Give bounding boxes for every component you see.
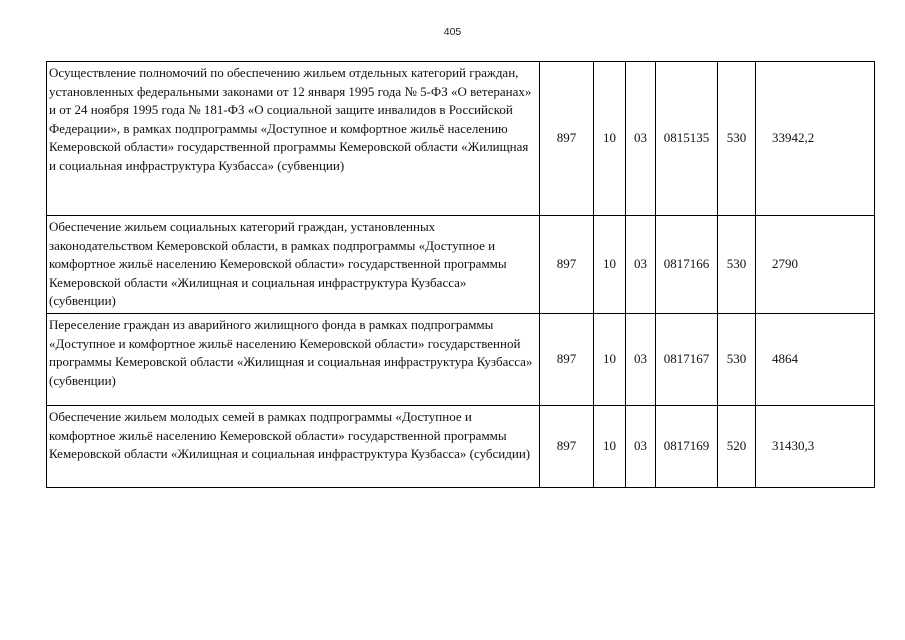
expense-type-code: 530 bbox=[718, 216, 756, 314]
target-article-code: 0815135 bbox=[656, 62, 718, 216]
page-number: 405 bbox=[443, 26, 462, 38]
row-description: Обеспечение жильем молодых семей в рамках подпрограммы «Доступное и комфортное жильё населению Кемеровской области» государственной программы Кемеровской области «Жилищная и социальная инфраструктура Кузбасса» (субсидии) bbox=[47, 406, 540, 488]
section-code: 10 bbox=[594, 216, 626, 314]
row-description: Обеспечение жильем социальных категорий граждан, установленных законодательством Кемеровской области, в рамках подпрограммы «Доступное и комфортное жильё населению Кемеровской области» государственной программы Кемеровской области «Жилищная и социальная инфраструктура Кузбасса» (субвенции) bbox=[47, 216, 540, 314]
subsection-code: 03 bbox=[626, 216, 656, 314]
subsection-code: 03 bbox=[626, 314, 656, 406]
amount-value: 33942,2 bbox=[756, 62, 875, 216]
table-row bbox=[47, 406, 875, 488]
table-row bbox=[47, 62, 875, 216]
target-article-code: 0817166 bbox=[656, 216, 718, 314]
budget-table bbox=[46, 61, 875, 488]
section-code: 10 bbox=[594, 314, 626, 406]
target-article-code: 0817169 bbox=[656, 406, 718, 488]
ministry-code: 897 bbox=[540, 216, 594, 314]
expense-type-code: 530 bbox=[718, 314, 756, 406]
expense-type-code: 520 bbox=[718, 406, 756, 488]
expense-type-code: 530 bbox=[718, 62, 756, 216]
table-row bbox=[47, 314, 875, 406]
section-code: 10 bbox=[594, 406, 626, 488]
amount-value: 31430,3 bbox=[756, 406, 875, 488]
amount-value: 2790 bbox=[756, 216, 875, 314]
amount-value: 4864 bbox=[756, 314, 875, 406]
row-description: Переселение граждан из аварийного жилищного фонда в рамках подпрограммы «Доступное и комфортное жильё населению Кемеровской области» государственной программы Кемеровской области «Жилищная и социальная инфраструктура Кузбасса» (субвенции) bbox=[47, 314, 540, 406]
subsection-code: 03 bbox=[626, 406, 656, 488]
ministry-code: 897 bbox=[540, 62, 594, 216]
table-row bbox=[47, 216, 875, 314]
section-code: 10 bbox=[594, 62, 626, 216]
target-article-code: 0817167 bbox=[656, 314, 718, 406]
ministry-code: 897 bbox=[540, 406, 594, 488]
subsection-code: 03 bbox=[626, 62, 656, 216]
row-description: Осуществление полномочий по обеспечению жильем отдельных категорий граждан, установленных федеральными законами от 12 января 1995 года № 5-ФЗ «О ветеранах» и от 24 ноября 1995 года № 181-ФЗ «О социальной защите инвалидов в Российской Федерации», в рамках подпрограммы «Доступное и комфортное жильё населению Кемеровской области» государственной программы Кемеровской области «Жилищная и социальная инфраструктура Кузбасса» (субвенции) bbox=[47, 62, 540, 216]
ministry-code: 897 bbox=[540, 314, 594, 406]
